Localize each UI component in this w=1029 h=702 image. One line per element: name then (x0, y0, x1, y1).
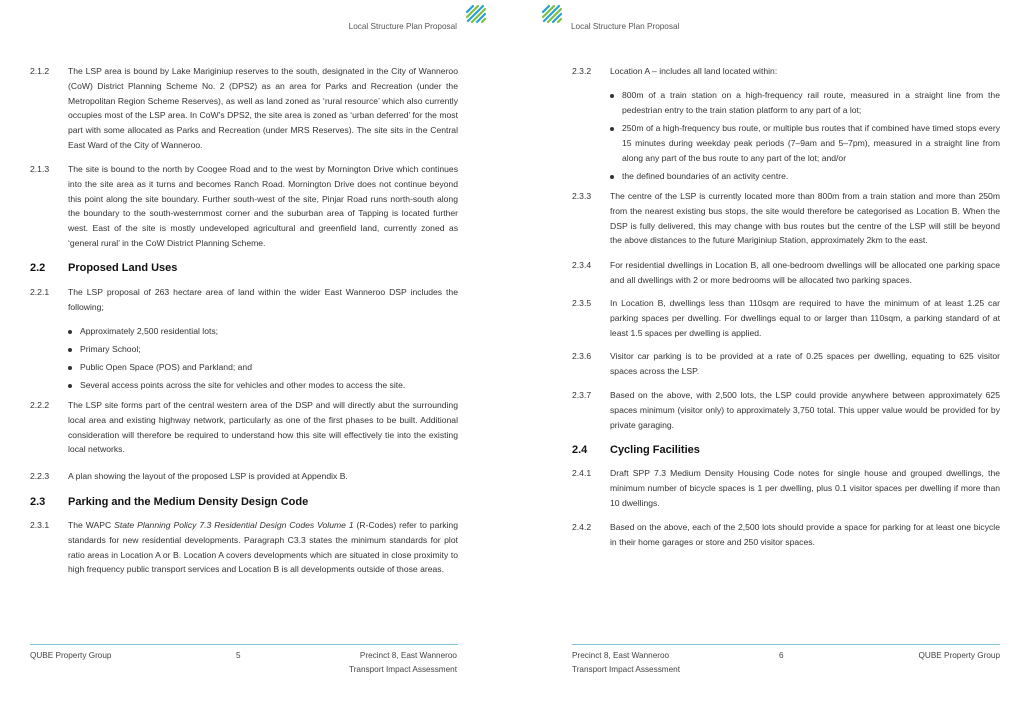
section-number: 2.3 (30, 496, 46, 508)
paragraph-text: In Location B, dwellings less than 110sqm are required to have the minimum of at least 1.25 car parking spaces per dwelling. For dwellings equal to or larger than 110sqm, a parking standard of at least 1.5 spaces per dwelling is applied. (610, 298, 1000, 338)
text-run: (R-Codes) refer to parking standards for new residential developments. Paragraph C3.3 states the minimum standards for plot ratio areas in Location A or B. Location A covers developments which are situated in close proximity to high frequency public transport services and Location B is all developments outside of those areas. (68, 520, 458, 575)
paragraph-2-2-3 (30, 469, 458, 484)
paragraph-text: The LSP site forms part of the central western area of the DSP and will directly abut the surrounding local area and existing highway network, particularly as one of the first phases to be built. Additional consideration will therefore be required to understand how this site will effectively tie into the existing local networks. (68, 400, 458, 455)
section-number: 2.4 (572, 444, 588, 456)
section-title: Proposed Land Uses (68, 262, 178, 274)
page-header: Local Structure Plan Proposal (571, 22, 680, 31)
footer-project: Precinct 8, East Wanneroo (572, 651, 670, 660)
qube-logo-icon (464, 3, 488, 25)
paragraph-2-4-2 (572, 520, 1000, 550)
paragraph-number: 2.2.2 (30, 400, 50, 410)
paragraph-number: 2.3.1 (30, 520, 50, 530)
footer-divider (30, 644, 458, 645)
paragraph-2-4-1 (572, 466, 1000, 510)
paragraph-text: Location A – includes all land located within: (610, 66, 778, 76)
paragraph-number: 2.4.1 (572, 468, 592, 478)
paragraph-2-2-2 (30, 398, 458, 457)
paragraph-text: Visitor car parking is to be provided at a rate of 0.25 spaces per dwelling, equating to 625 visitor spaces across the LSP. (610, 351, 1000, 376)
footer-document: Transport Impact Assessment (349, 665, 457, 674)
paragraph-2-3-6 (572, 349, 1000, 379)
paragraph-text: The LSP proposal of 263 hectare area of land within the wider East Wanneroo DSP includes the following; (68, 287, 458, 312)
paragraph-2-3-2 (572, 64, 1000, 79)
paragraph-2-1-3 (30, 162, 458, 251)
paragraph-2-3-5 (572, 296, 1000, 340)
paragraph-text: Based on the above, each of the 2,500 lots should provide a space for parking for at least one bicycle in their home garages or store and 250 visitor spaces. (610, 522, 1000, 547)
paragraph-2-3-1 (30, 518, 458, 577)
paragraph-number: 2.3.4 (572, 260, 592, 270)
page-number: 5 (236, 651, 241, 660)
paragraph-2-3-4 (572, 258, 1000, 288)
right-page (515, 0, 1029, 702)
list-item: Public Open Space (POS) and Parkland; and (80, 360, 458, 375)
paragraph-text: The site is bound to the north by Coogee Road and to the west by Mornington Drive which continues into the site area as it turns and becomes Ranch Road. Mornington Drive does not continue beyond this point along the site boundary. Further south-west of the site, Pinjar Road runs north-south along the boundary to the south-westernmost corner and the suburban area of Tapping is located further west. East of the site is mostly undeveloped agricultural and greenfield land, currently zoned as ‘general rural’ in the CoW District Planning Scheme. (68, 164, 458, 248)
paragraph-number: 2.4.2 (572, 522, 592, 532)
page-number: 6 (779, 651, 784, 660)
paragraph-number: 2.2.1 (30, 287, 50, 297)
paragraph-number: 2.2.3 (30, 471, 50, 481)
list-item: the defined boundaries of an activity centre. (622, 169, 1000, 184)
paragraph-text (68, 518, 458, 577)
text-run: The WAPC (68, 520, 115, 530)
paragraph-2-1-2 (30, 64, 458, 153)
paragraph-number: 2.3.7 (572, 390, 592, 400)
footer-document: Transport Impact Assessment (572, 665, 680, 674)
paragraph-2-3-3 (572, 189, 1000, 248)
paragraph-number: 2.3.6 (572, 351, 592, 361)
paragraph-text: Based on the above, with 2,500 lots, the LSP could provide anywhere between approximately 625 spaces minimum (visitor only) to approximately 3,750 total. This upper value would be provided for by private garaging. (610, 390, 1000, 430)
section-title: Parking and the Medium Density Design Code (68, 496, 309, 508)
paragraph-number: 2.3.2 (572, 66, 592, 76)
left-page (0, 0, 514, 702)
paragraph-text: The centre of the LSP is currently located more than 800m from a train station and more than 250m from the nearest existing bus stops, the site would therefore be categorised as Location B. When the DSP is fully delivered, this may change with bus routes but the centre of the LSP will still be beyond the above distances to the future Mariginiup Station, approximately 2km to the east. (610, 191, 1000, 246)
list-item: Several access points across the site for vehicles and other modes to access the site. (80, 378, 458, 393)
list-item: Primary School; (80, 342, 458, 357)
list-item: Approximately 2,500 residential lots; (80, 324, 458, 339)
paragraph-number: 2.3.5 (572, 298, 592, 308)
paragraph-2-2-1 (30, 285, 458, 315)
paragraph-text: Draft SPP 7.3 Medium Density Housing Code notes for single house and grouped dwellings, the minimum number of bicycle spaces is 1 per dwelling, plus 0.1 visitor spaces per dwelling if more than 10 dwellings. (610, 468, 1000, 508)
paragraph-text: For residential dwellings in Location B, all one-bedroom dwellings will be allocated one parking space and all dwellings with 2 or more bedrooms will be allocated two parking spaces. (610, 260, 1000, 285)
list-item: 800m of a train station on a high-frequency rail route, measured in a straight line from the pedestrian entry to the train station platform to any part of a lot; (622, 88, 1000, 118)
paragraph-text: The LSP area is bound by Lake Mariginiup reserves to the south, designated in the City of Wanneroo (CoW) District Planning Scheme No. 2 (DPS2) as an area for Parks and Recreation (under the Metropolitan Region Scheme Reserves), as well as land zoned as ‘rural resource’ which also currently occupies most of the LSP area. In CoW’s DPS2, the site area is zoned as ‘urban deferred’ for the most part with some allocated as Parks and Recreation (under MRS Reserves). The site sits in the Central East Ward of the City of Wanneroo. (68, 66, 458, 150)
policy-title: State Planning Policy 7.3 Residential Design Codes Volume 1 (114, 520, 354, 530)
list-item: 250m of a high-frequency bus route, or multiple bus routes that if combined have timed stops every 15 minutes during weekday peak periods (7–9am and 5–7pm), measured in a straight line from along any part of the bus route to any part of the lot; and/or (622, 121, 1000, 165)
paragraph-text: A plan showing the layout of the proposed LSP is provided at Appendix B. (68, 471, 348, 481)
footer-company: QUBE Property Group (30, 651, 112, 660)
section-title: Cycling Facilities (610, 444, 700, 456)
paragraph-number: 2.1.2 (30, 66, 50, 76)
footer-divider (572, 644, 1000, 645)
paragraph-number: 2.3.3 (572, 191, 592, 201)
footer-project: Precinct 8, East Wanneroo (359, 651, 457, 660)
footer-company: QUBE Property Group (918, 651, 1000, 660)
section-number: 2.2 (30, 262, 46, 274)
paragraph-number: 2.1.3 (30, 164, 50, 174)
page-header: Local Structure Plan Proposal (348, 22, 457, 31)
paragraph-2-3-7 (572, 388, 1000, 432)
qube-logo-icon (540, 3, 564, 25)
